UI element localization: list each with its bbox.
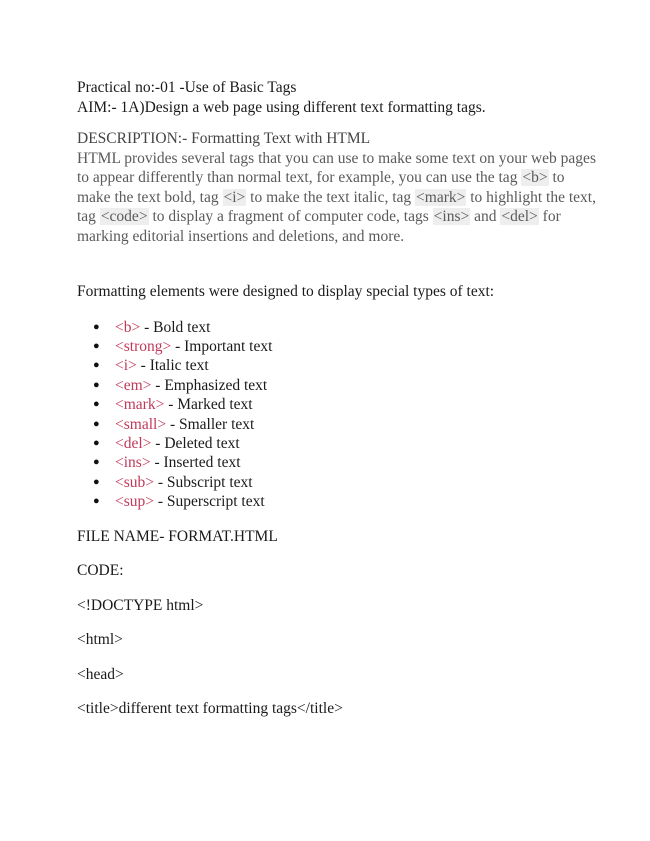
tag-name: <mark> [115, 396, 165, 414]
tag-name: <i> [115, 357, 137, 375]
list-item [77, 395, 597, 414]
formatting-tags-list [77, 318, 597, 512]
tag-description: - Deleted text [151, 434, 240, 452]
tag-name: <small> [115, 415, 167, 433]
tag-description: - Smaller text [166, 415, 255, 433]
inline-code-mark: <mark> [416, 188, 466, 206]
code-line: <title>different text formatting tags</title> [77, 700, 343, 718]
desc-text: to display a fragment of computer code, tags [148, 208, 433, 225]
desc-text: for marking editorial insertions and deletions, and more. [77, 208, 561, 245]
list-item [77, 473, 597, 492]
file-name: FILE NAME- FORMAT.HTML [77, 527, 278, 545]
tag-name: <b> [115, 318, 141, 336]
inline-code-b: <b> [522, 169, 548, 186]
desc-text: and [470, 208, 501, 225]
tag-description: - Emphasized text [151, 376, 268, 394]
list-item [77, 434, 597, 453]
bullet-icon: ● [93, 359, 100, 372]
list-item [77, 337, 597, 356]
desc-text: to highlight the text, tag [77, 188, 596, 225]
tag-name: <sup> [115, 493, 155, 511]
tag-description: - Bold text [140, 318, 211, 336]
code-line: <!DOCTYPE html> [77, 596, 204, 614]
list-item [77, 453, 597, 472]
code-line: <html> [77, 631, 123, 649]
tag-description: - Marked text [164, 396, 253, 414]
list-item [77, 376, 597, 395]
bullet-icon: ● [93, 495, 100, 508]
description-heading: DESCRIPTION:- Formatting Text with HTML [77, 130, 371, 147]
document-page [77, 78, 597, 719]
inline-code-i: <i> [223, 188, 246, 206]
tag-name: <strong> [115, 337, 172, 355]
bullet-icon: ● [93, 456, 100, 469]
aim-text: AIM:- 1A)Design a web page using different text formatting tags. [77, 98, 486, 116]
description-section [77, 129, 597, 246]
tag-name: <sub> [115, 473, 155, 491]
list-item [77, 415, 597, 434]
desc-text: HTML provides several tags that you can use to make some text on your web pages to appear differently than normal text, for example, you can use the tag [77, 149, 596, 186]
practical-title: Practical no:-01 -Use of Basic Tags [77, 79, 297, 96]
code-label: CODE: [77, 562, 124, 580]
bullet-icon: ● [93, 436, 100, 449]
bullet-icon: ● [93, 339, 100, 352]
tag-name: <em> [115, 376, 152, 394]
code-line: <head> [77, 665, 124, 683]
tag-name: <ins> [115, 454, 151, 472]
tag-description: - Superscript text [154, 493, 265, 511]
bullet-icon: ● [93, 398, 100, 411]
inline-code-code: <code> [100, 208, 148, 225]
inline-code-del: <del> [501, 208, 538, 225]
intro-text: Formatting elements were designed to display special types of text: [77, 283, 495, 300]
tag-name: <del> [115, 434, 152, 452]
title-block [77, 78, 597, 117]
desc-text: to make the text bold, tag [77, 169, 565, 206]
list-item [77, 356, 597, 375]
bullet-icon: ● [93, 320, 100, 333]
tag-description: - Inserted text [150, 454, 241, 472]
bullet-icon: ● [93, 417, 100, 430]
tag-description: - Important text [171, 337, 273, 355]
list-item [77, 492, 597, 511]
bullet-icon: ● [93, 378, 100, 391]
desc-text: to make the text italic, tag [246, 188, 416, 206]
inline-code-ins: <ins> [433, 208, 470, 225]
tag-description: - Subscript text [154, 473, 253, 491]
tag-description: - Italic text [136, 357, 209, 375]
list-item [77, 318, 597, 337]
bullet-icon: ● [93, 475, 100, 488]
description-paragraph [77, 149, 597, 247]
